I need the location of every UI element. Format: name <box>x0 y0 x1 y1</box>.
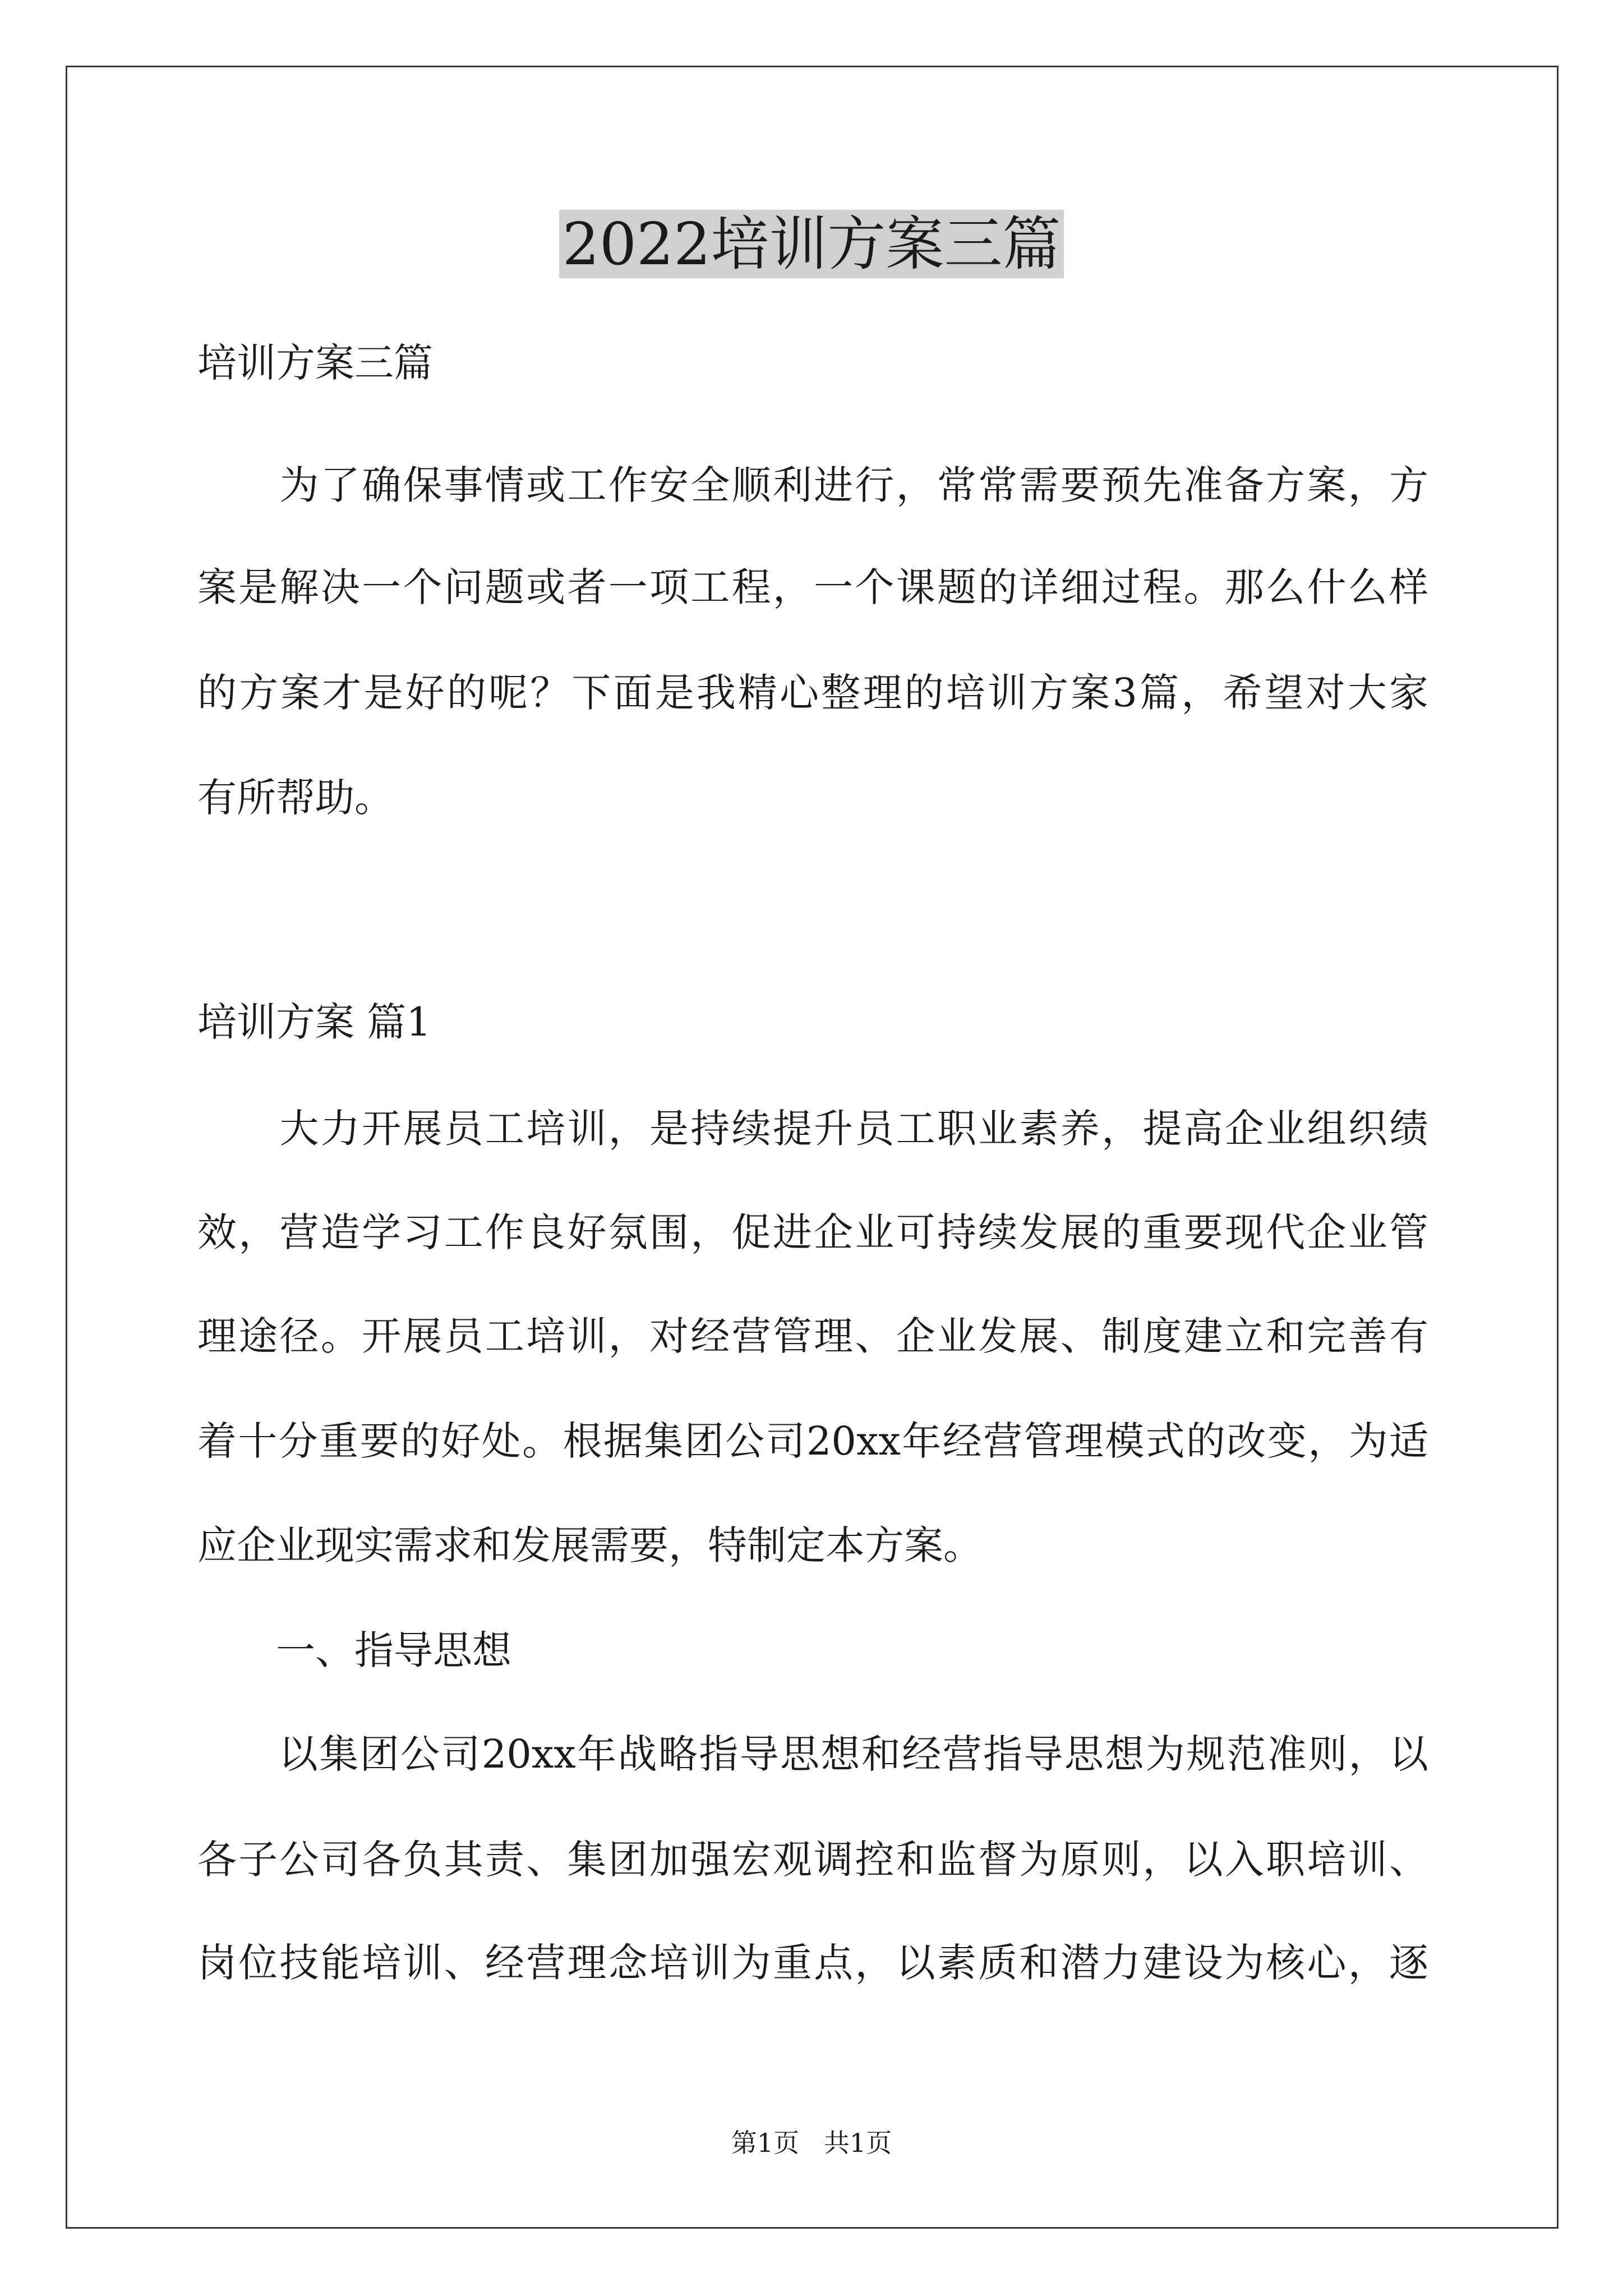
paragraph-line: 各子公司各负其责、集团加强宏观调控和监督为原则，以入职培训、 <box>197 1837 1428 1883</box>
paragraph-line: 着十分重要的好处。根据集团公司20xx年经营管理模式的改变，为适 <box>197 1418 1428 1464</box>
section-heading: 培训方案 篇1 <box>197 999 431 1045</box>
paragraph-line: 的方案才是好的呢？下面是我精心整理的培训方案3篇，希望对大家 <box>197 670 1428 716</box>
document-subtitle: 培训方案三篇 <box>197 340 433 386</box>
document-title <box>0 208 1623 280</box>
paragraph-line: 案是解决一个问题或者一项工程，一个课题的详细过程。那么什么样 <box>197 564 1428 610</box>
paragraph-line: 以集团公司20xx年战略指导思想和经营指导思想为规范准则，以 <box>197 1731 1428 1777</box>
document-title-text: 2022培训方案三篇 <box>559 210 1064 278</box>
paragraph-line: 大力开展员工培训，是持续提升员工职业素养，提高企业组织绩 <box>197 1106 1428 1152</box>
paragraph-line: 理途径。开展员工培训，对经营管理、企业发展、制度建立和完善有 <box>197 1313 1428 1359</box>
paragraph-line: 效，营造学习工作良好氛围，促进企业可持续发展的重要现代企业管 <box>197 1209 1428 1255</box>
subsection-heading: 一、指导思想 <box>197 1627 511 1673</box>
paragraph-line: 岗位技能培训、经营理念培训为重点，以素质和潜力建设为核心，逐 <box>197 1940 1428 1986</box>
paragraph-line: 有所帮助。 <box>197 775 394 821</box>
page-footer: 第1页 共1页 <box>731 2128 892 2158</box>
paragraph-line: 应企业现实需求和发展需要，特制定本方案。 <box>197 1522 983 1568</box>
paragraph-line: 为了确保事情或工作安全顺利进行，常常需要预先准备方案，方 <box>197 462 1428 508</box>
